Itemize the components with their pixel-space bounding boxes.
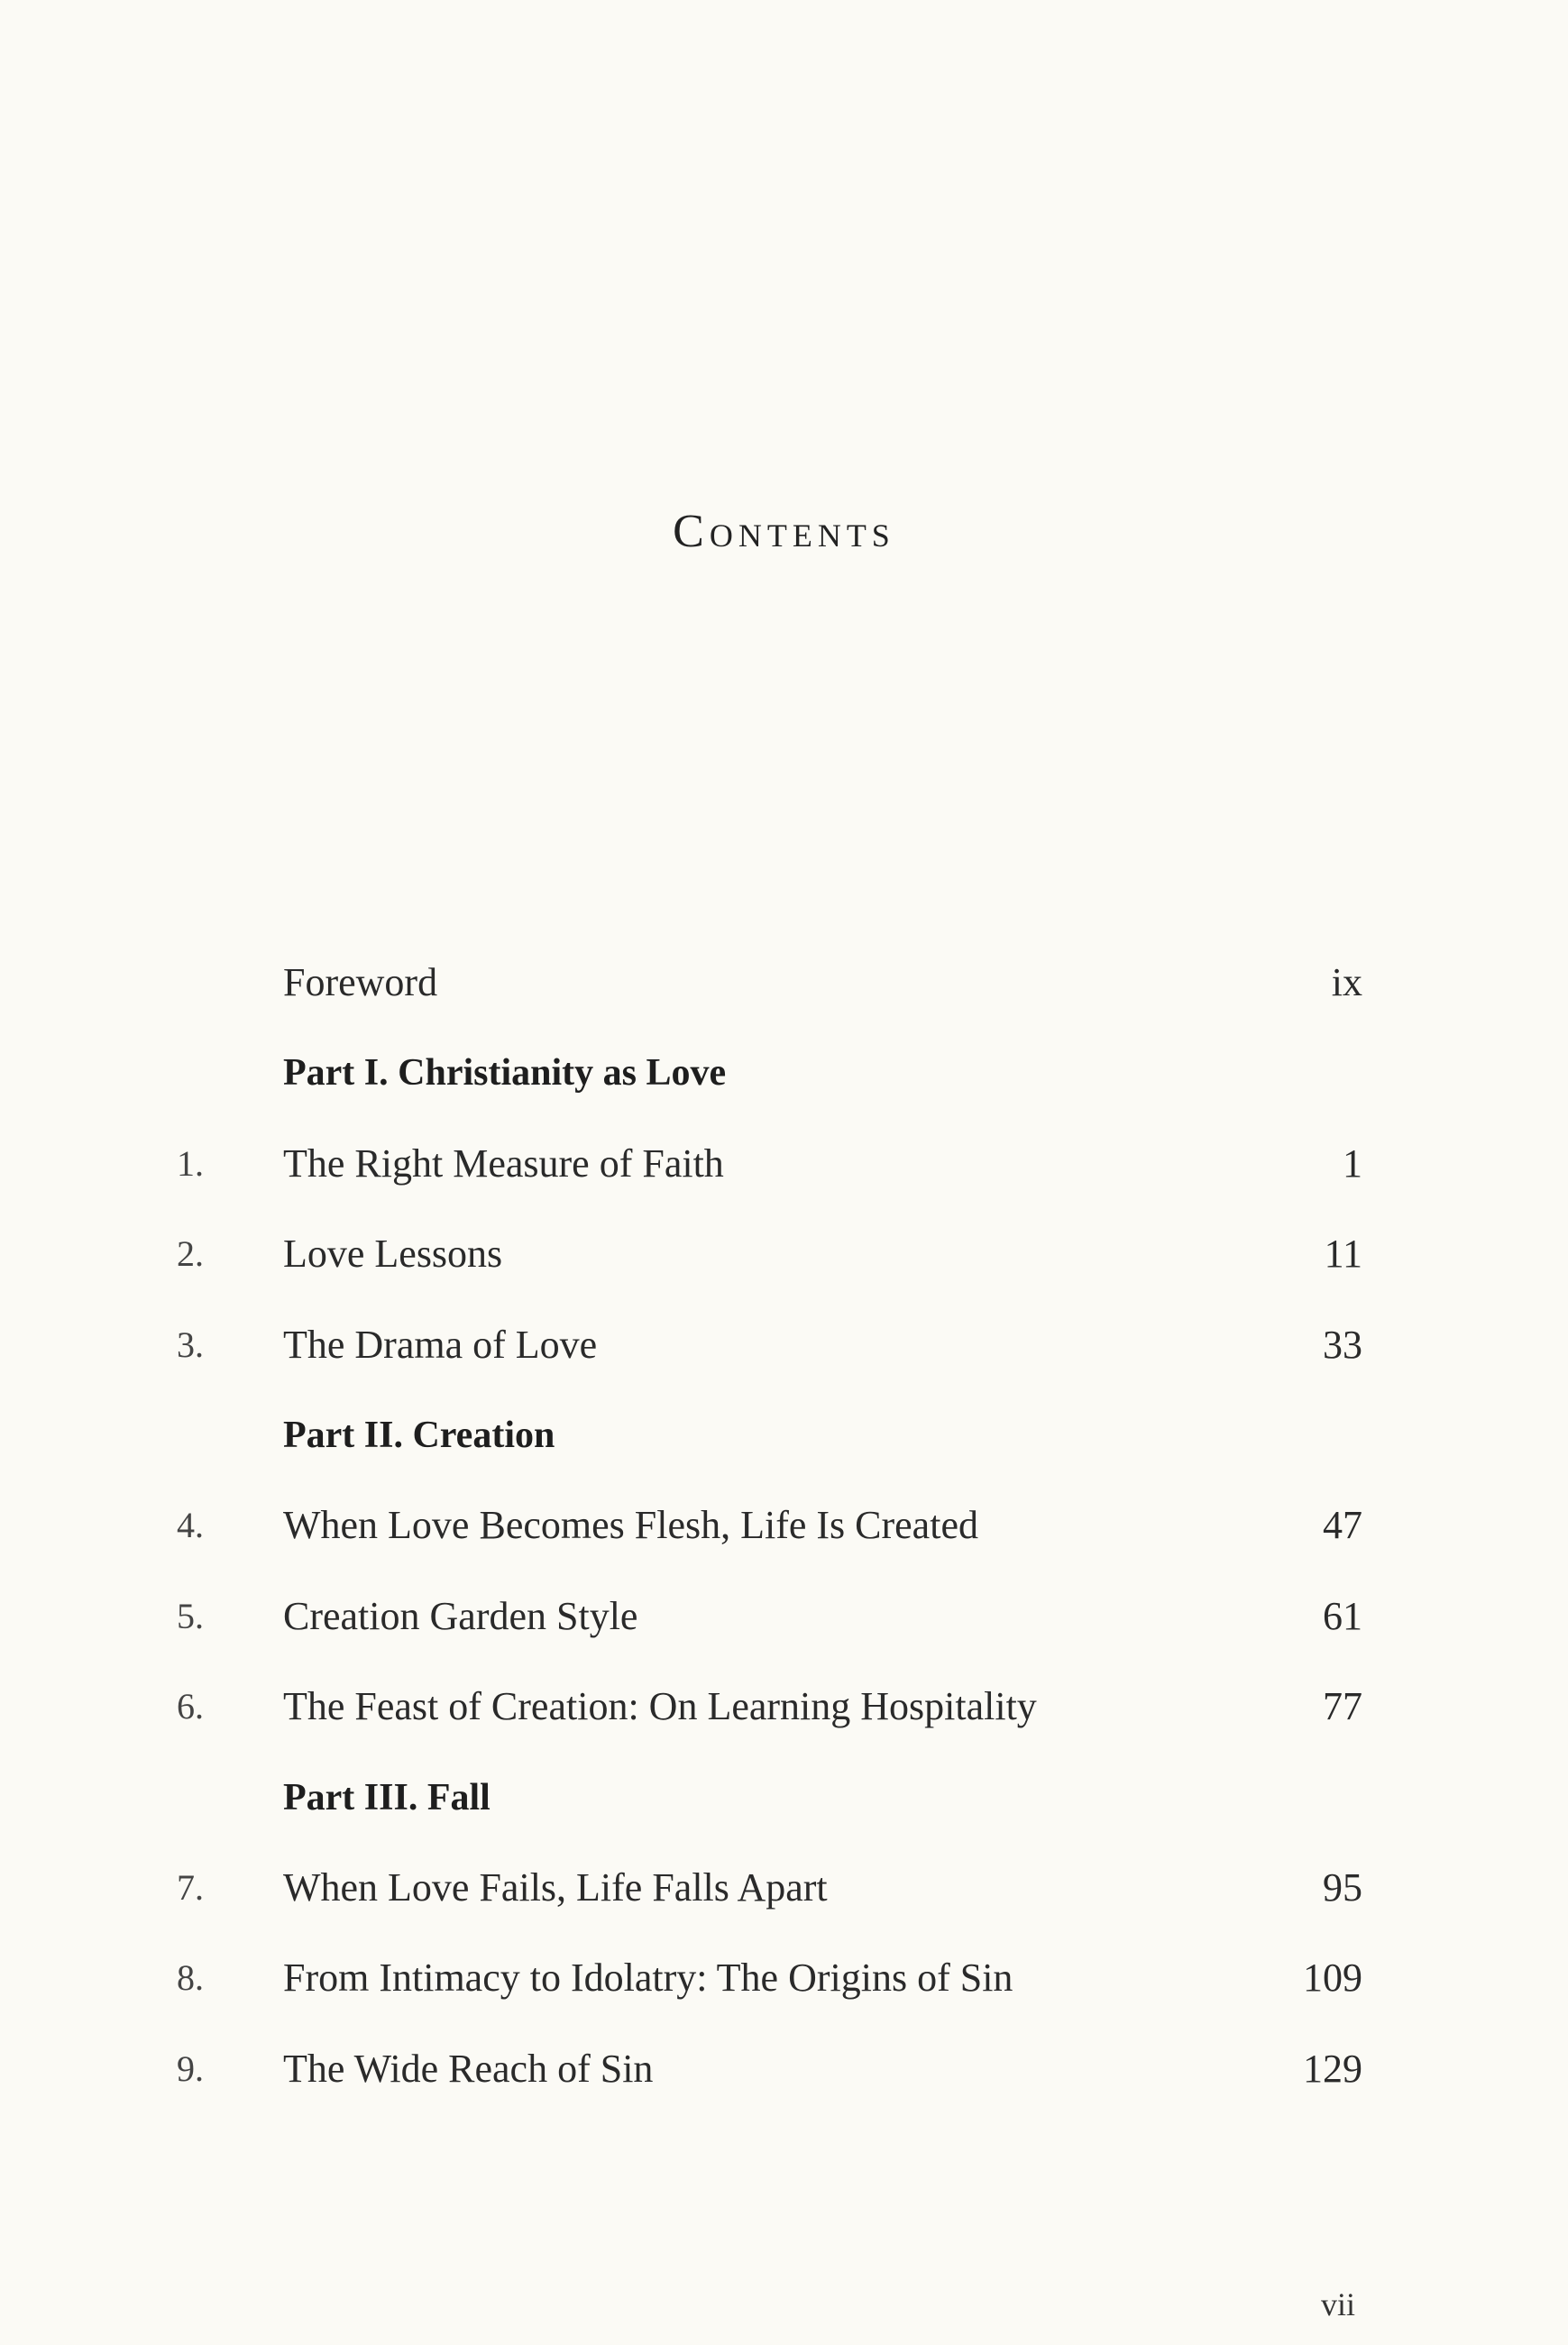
entry-title: The Drama of Love — [283, 1322, 598, 1367]
page-number: 61 — [1323, 1593, 1362, 1638]
entry-title: When Love Becomes Flesh, Life Is Created — [283, 1503, 978, 1548]
toc-entry — [0, 1227, 1568, 1317]
page-number: 33 — [1323, 1322, 1362, 1367]
chapter-number: 9. — [177, 2047, 204, 2089]
part-title: Part III. Fall — [283, 1776, 491, 1818]
chapter-number: 5. — [177, 1595, 204, 1636]
page-number: 95 — [1323, 1864, 1362, 1910]
entry-title: The Feast of Creation: On Learning Hospitality — [283, 1684, 1037, 1729]
toc-entry — [0, 1498, 1568, 1589]
part-title: Part II. Creation — [283, 1414, 555, 1456]
entry-title: The Wide Reach of Sin — [283, 2046, 654, 2091]
entry-title: The Right Measure of Faith — [283, 1140, 724, 1186]
page-number: 1 — [1343, 1140, 1362, 1186]
toc-entry — [0, 1680, 1568, 1770]
chapter-number: 2. — [177, 1233, 204, 1275]
chapter-number: 6. — [177, 1686, 204, 1727]
toc-entry — [0, 1318, 1568, 1408]
page-number: 129 — [1303, 2046, 1362, 2091]
chapter-number: 8. — [177, 1957, 204, 1999]
toc-entry — [0, 956, 1568, 1046]
chapter-number: 7. — [177, 1866, 204, 1908]
toc-entry — [0, 1589, 1568, 1680]
toc-entry — [0, 2042, 1568, 2132]
page-title: Contents — [673, 506, 895, 557]
entry-title: When Love Fails, Life Falls Apart — [283, 1864, 828, 1910]
entry-title: Creation Garden Style — [283, 1593, 638, 1638]
chapter-number: 3. — [177, 1324, 204, 1365]
entry-title: From Intimacy to Idolatry: The Origins of Sin — [283, 1956, 1013, 2001]
table-of-contents — [0, 956, 1568, 2132]
part-heading — [0, 1046, 1568, 1136]
page-number: 11 — [1324, 1232, 1362, 1277]
folio-page-number: vii — [1320, 2286, 1355, 2322]
toc-entry — [0, 1861, 1568, 1951]
toc-entry — [0, 1951, 1568, 2041]
part-heading — [0, 1408, 1568, 1498]
entry-title: Foreword — [283, 960, 438, 1004]
toc-entry — [0, 1137, 1568, 1227]
part-title: Part I. Christianity as Love — [283, 1052, 727, 1095]
entry-title: Love Lessons — [283, 1232, 503, 1277]
page-number: ix — [1331, 960, 1362, 1004]
page-number: 109 — [1303, 1956, 1362, 2001]
part-heading — [0, 1771, 1568, 1861]
chapter-number: 1. — [177, 1142, 204, 1184]
chapter-number: 4. — [177, 1505, 204, 1546]
page-number: 77 — [1323, 1684, 1362, 1729]
page-number: 47 — [1323, 1503, 1362, 1548]
